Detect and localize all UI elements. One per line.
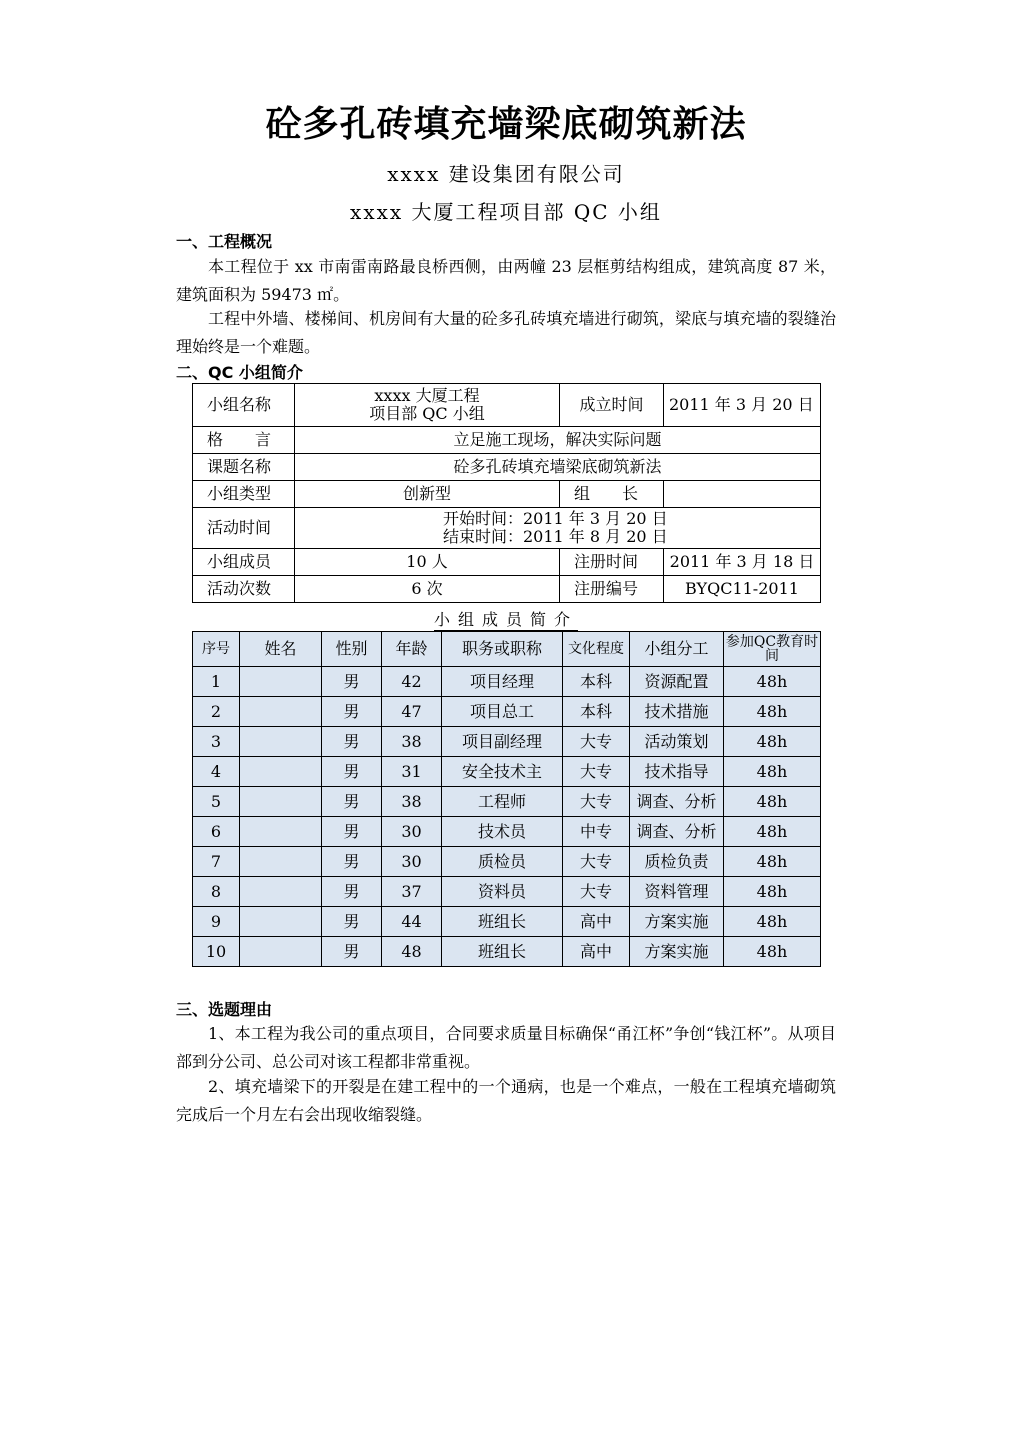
table-row [193,727,821,757]
value-period [295,508,821,549]
cell-gender: 男 [322,787,382,817]
value-group-name [295,384,560,427]
cell-gender: 男 [322,937,382,967]
cell-name [240,757,322,787]
cell-name [240,847,322,877]
cell-name [240,907,322,937]
period-start: 开始时间：2011 年 3 月 20 日 [443,509,668,528]
group-name: xxxx 大厦工程项目部 QC 小组 [350,200,662,224]
table-row [193,877,821,907]
header-training: 参加QC教育时间 [724,632,821,667]
cell-role: 技术措施 [630,697,724,727]
cell-training: 48h [724,757,821,787]
table-row [193,667,821,697]
cell-name [240,727,322,757]
cell-role: 资源配置 [630,667,724,697]
cell-role: 调查、分析 [630,787,724,817]
cell-no: 4 [193,757,240,787]
cell-training: 48h [724,937,821,967]
value-type: 创新型 [295,481,560,508]
header-role: 小组分工 [630,632,724,667]
cell-no: 9 [193,907,240,937]
cell-training: 48h [724,907,821,937]
cell-training: 48h [724,727,821,757]
table-row [193,847,821,877]
label-activity-count: 活动次数 [193,576,295,603]
info-row-motto [193,427,821,454]
cell-role: 方案实施 [630,907,724,937]
cell-education: 高中 [563,937,630,967]
info-row-period [193,508,821,549]
members-header-row [193,632,821,667]
cell-position: 项目总工 [442,697,563,727]
cell-no: 7 [193,847,240,877]
cell-gender: 男 [322,727,382,757]
cell-age: 37 [382,877,442,907]
cell-training: 48h [724,787,821,817]
label-founded: 成立时间 [560,384,664,427]
header-age: 年龄 [382,632,442,667]
cell-no: 10 [193,937,240,967]
cell-name [240,667,322,697]
label-members: 小组成员 [193,549,295,576]
cell-no: 2 [193,697,240,727]
cell-age: 44 [382,907,442,937]
section3-para2: 2、填充墙梁下的开裂是在建工程中的一个通病，也是一个难点，一般在工程填充墙砌筑完成后一个月左右会出现收缩裂缝。 [176,1077,836,1124]
cell-education: 本科 [563,667,630,697]
cell-no: 8 [193,877,240,907]
value-motto: 立足施工现场，解决实际问题 [295,427,821,454]
cell-no: 1 [193,667,240,697]
label-motto: 格 言 [193,427,295,454]
label-period: 活动时间 [193,508,295,549]
cell-education: 中专 [563,817,630,847]
cell-position: 安全技术主 [442,757,563,787]
section1-para1: 本工程位于 xx 市南雷南路最良桥西侧，由两幢 23 层框剪结构组成，建筑高度 87 米，建筑面积为 59473 ㎡。 [176,257,836,304]
cell-position: 质检员 [442,847,563,877]
cell-position: 项目副经理 [442,727,563,757]
value-topic: 砼多孔砖填充墙梁底砌筑新法 [295,454,821,481]
cell-no: 5 [193,787,240,817]
value-founded: 2011 年 3 月 20 日 [664,384,821,427]
cell-no: 6 [193,817,240,847]
value-group-name-line1: xxxx 大厦工程 [374,386,480,405]
header-gender: 性别 [322,632,382,667]
members-caption [192,607,820,630]
cell-role: 质检负责 [630,847,724,877]
cell-name [240,937,322,967]
cell-age: 30 [382,817,442,847]
cell-gender: 男 [322,667,382,697]
section1-para2: 工程中外墙、楼梯间、机房间有大量的砼多孔砖填充墙进行砌筑，梁底与填充墙的裂缝治理始终是一个难题。 [176,309,836,356]
cell-role: 活动策划 [630,727,724,757]
cell-age: 31 [382,757,442,787]
label-reg-no: 注册编号 [560,576,664,603]
section2-heading: 二、QC 小组简介 [176,363,303,382]
members-table [192,631,821,967]
cell-position: 项目经理 [442,667,563,697]
company-name: xxxx 建设集团有限公司 [387,162,625,186]
cell-gender: 男 [322,847,382,877]
value-members: 10 人 [295,549,560,576]
cell-training: 48h [724,847,821,877]
cell-age: 42 [382,667,442,697]
label-group-name: 小组名称 [193,384,295,427]
header-no: 序号 [193,632,240,667]
cell-age: 38 [382,787,442,817]
value-reg-date: 2011 年 3 月 18 日 [664,549,821,576]
cell-position: 技术员 [442,817,563,847]
cell-position: 班组长 [442,937,563,967]
info-row-topic [193,454,821,481]
header-position: 职务或职称 [442,632,563,667]
label-type: 小组类型 [193,481,295,508]
cell-training: 48h [724,877,821,907]
cell-role: 调查、分析 [630,817,724,847]
table-row [193,907,821,937]
section1-heading: 一、工程概况 [176,232,273,251]
cell-education: 大专 [563,847,630,877]
cell-position: 资料员 [442,877,563,907]
document-title: 砼多孔砖填充墙梁底砌筑新法 [265,103,747,145]
cell-education: 高中 [563,907,630,937]
info-row-type [193,481,821,508]
table-row [193,757,821,787]
label-topic: 课题名称 [193,454,295,481]
label-reg-date: 注册时间 [560,549,664,576]
cell-education: 大专 [563,877,630,907]
cell-gender: 男 [322,907,382,937]
info-row-members [193,549,821,576]
info-row-count [193,576,821,603]
group-info-table [192,383,821,603]
cell-position: 班组长 [442,907,563,937]
cell-gender: 男 [322,817,382,847]
header-name: 姓名 [240,632,322,667]
table-row [193,937,821,967]
cell-gender: 男 [322,877,382,907]
cell-role: 资料管理 [630,877,724,907]
cell-age: 47 [382,697,442,727]
cell-no: 3 [193,727,240,757]
label-leader: 组 长 [560,481,664,508]
value-leader [664,481,821,508]
cell-gender: 男 [322,757,382,787]
section3-para1: 1、本工程为我公司的重点项目，合同要求质量目标确保“甬江杯”争创“钱江杯”。从项目部到分公司、总公司对该工程都非常重视。 [176,1024,836,1071]
cell-training: 48h [724,817,821,847]
value-reg-no: BYQC11-2011 [664,576,821,603]
table-row [193,817,821,847]
cell-name [240,697,322,727]
cell-name [240,787,322,817]
cell-age: 48 [382,937,442,967]
section3-heading: 三、选题理由 [176,1000,273,1019]
cell-role: 方案实施 [630,937,724,967]
cell-name [240,817,322,847]
cell-education: 大专 [563,757,630,787]
cell-education: 大专 [563,787,630,817]
cell-training: 48h [724,697,821,727]
cell-role: 技术指导 [630,757,724,787]
value-activity-count: 6 次 [295,576,560,603]
members-caption-text: 小组成员简介 [433,610,578,629]
cell-age: 30 [382,847,442,877]
cell-name [240,877,322,907]
table-row [193,787,821,817]
cell-gender: 男 [322,697,382,727]
value-group-name-line2: 项目部 QC 小组 [369,404,485,423]
cell-training: 48h [724,667,821,697]
cell-position: 工程师 [442,787,563,817]
info-row-name [193,384,821,427]
table-row [193,697,821,727]
members-body [193,667,821,967]
cell-education: 大专 [563,727,630,757]
period-end: 结束时间：2011 年 8 月 20 日 [443,527,668,546]
cell-education: 本科 [563,697,630,727]
header-education: 文化程度 [563,632,630,667]
cell-age: 38 [382,727,442,757]
